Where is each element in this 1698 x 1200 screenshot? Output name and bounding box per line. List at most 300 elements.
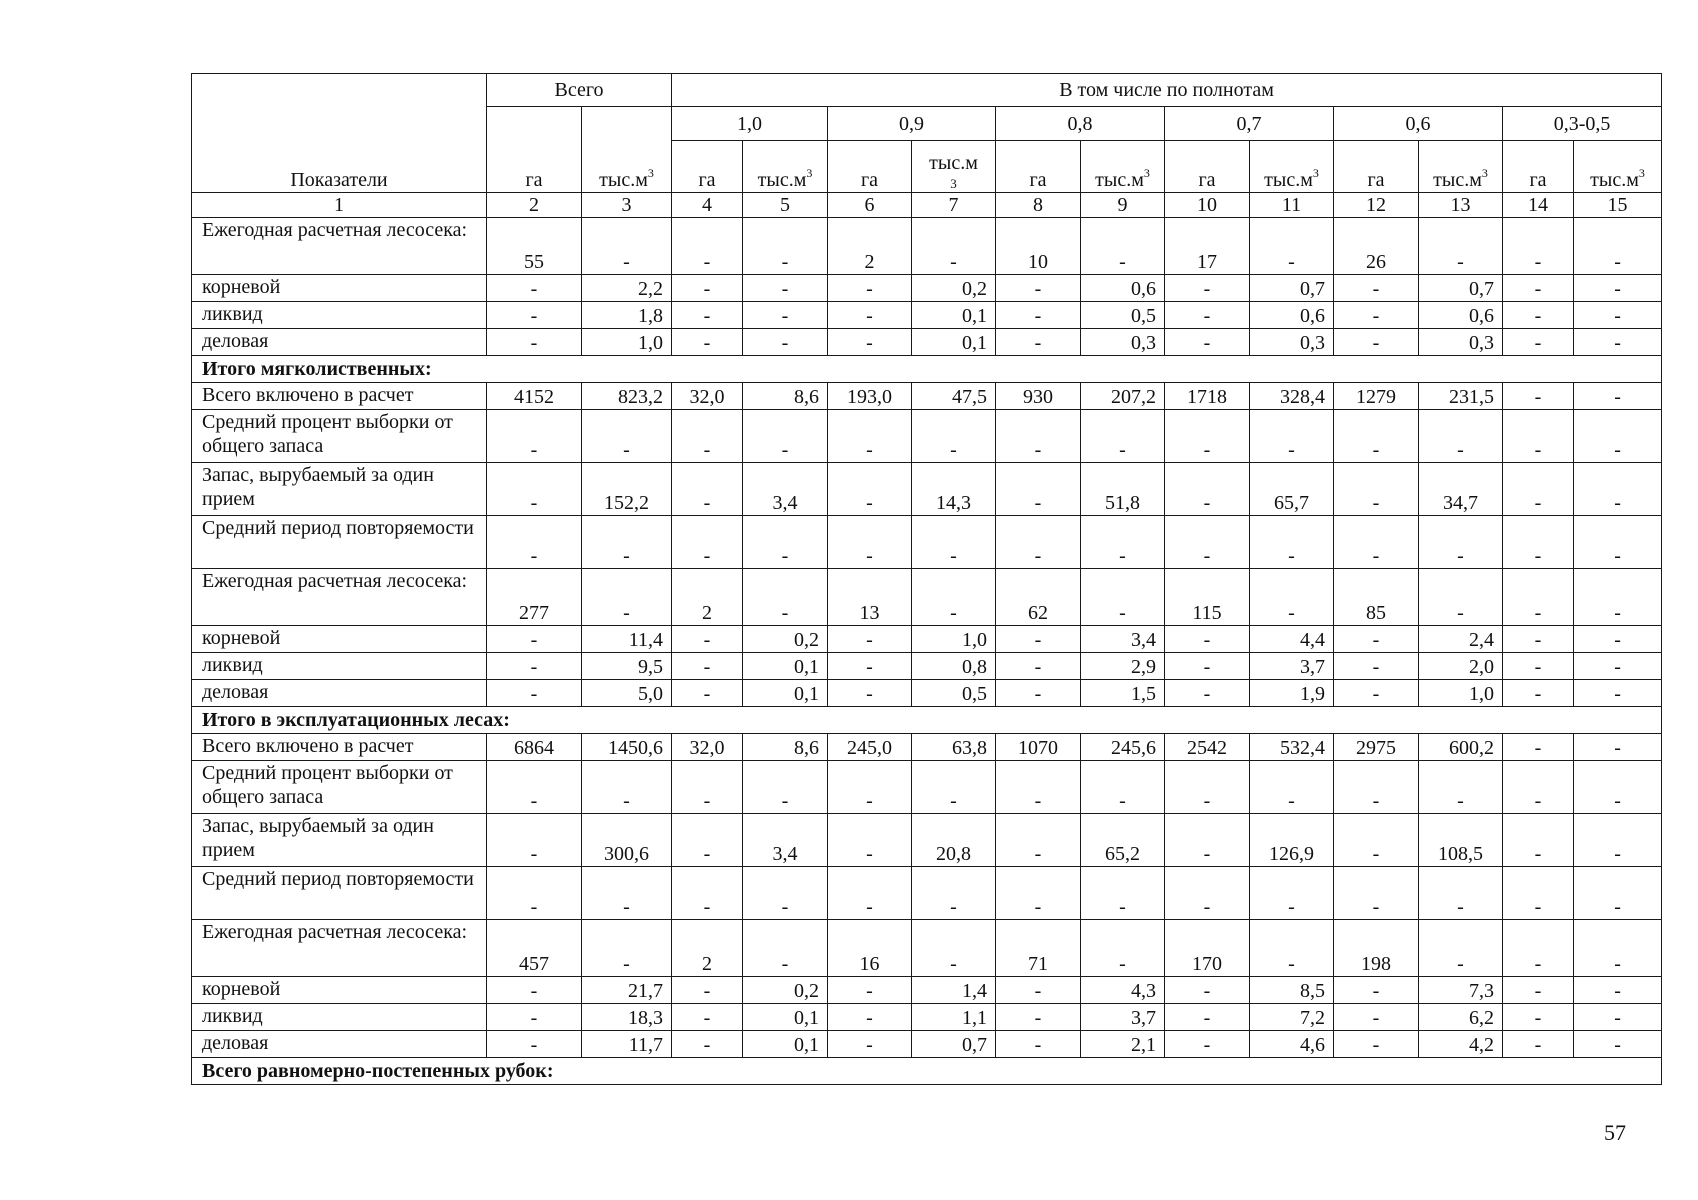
table-cell: 2,4 <box>1419 626 1503 653</box>
table-cell: - <box>1334 463 1419 516</box>
table-cell: 0,1 <box>743 1031 828 1058</box>
table-cell: 1070 <box>996 734 1081 761</box>
table-cell: 2,0 <box>1419 653 1503 680</box>
table-cell: 17 <box>1165 218 1250 275</box>
column-number: 6 <box>828 193 912 218</box>
table-cell: - <box>487 653 582 680</box>
row-label: корневой <box>192 626 487 653</box>
table-cell: - <box>672 218 743 275</box>
table-cell: - <box>1165 626 1250 653</box>
table-cell: 11,4 <box>582 626 672 653</box>
table-cell: - <box>582 761 672 814</box>
table-cell: - <box>1081 761 1165 814</box>
section-title: Итого в эксплуатационных лесах: <box>192 707 1662 734</box>
table-cell: 245,6 <box>1081 734 1165 761</box>
table-cell: - <box>996 275 1081 302</box>
table-cell: - <box>1574 680 1662 707</box>
table-cell: 0,5 <box>912 680 996 707</box>
table-cell: 930 <box>996 383 1081 410</box>
column-number: 13 <box>1419 193 1503 218</box>
header-density-0-9: 0,9 <box>828 107 996 141</box>
table-cell: - <box>1503 302 1574 329</box>
table-cell: - <box>1574 383 1662 410</box>
table-cell: - <box>743 410 828 463</box>
table-cell: - <box>1081 569 1165 626</box>
table-cell: - <box>743 867 828 920</box>
table-cell: - <box>1503 569 1574 626</box>
table-cell: 0,8 <box>912 653 996 680</box>
column-number: 2 <box>487 193 582 218</box>
table-cell: - <box>828 680 912 707</box>
column-number: 1 <box>192 193 487 218</box>
table-row <box>192 734 1662 761</box>
row-label: деловая <box>192 680 487 707</box>
row-label: Всего включено в расчет <box>192 383 487 410</box>
table-cell: - <box>1503 761 1574 814</box>
table-cell: - <box>487 977 582 1004</box>
table-cell: 14,3 <box>912 463 996 516</box>
table-cell: 0,3 <box>1081 329 1165 356</box>
table-row <box>192 653 1662 680</box>
table-cell: 47,5 <box>912 383 996 410</box>
table-cell: - <box>1503 734 1574 761</box>
table-cell: - <box>1574 302 1662 329</box>
table-cell: 0,1 <box>912 329 996 356</box>
table-cell: 823,2 <box>582 383 672 410</box>
table-cell: - <box>1165 516 1250 569</box>
table-cell: 0,1 <box>743 1004 828 1031</box>
table-cell: - <box>487 275 582 302</box>
section-title: Всего равномерно-постепенных рубок: <box>192 1058 1662 1085</box>
table-cell: - <box>1334 329 1419 356</box>
row-label: Запас, вырубаемый за один прием <box>192 814 487 867</box>
table-cell: - <box>1165 814 1250 867</box>
row-label: ликвид <box>192 302 487 329</box>
table-cell: - <box>743 218 828 275</box>
table-row <box>192 329 1662 356</box>
table-cell: - <box>1250 761 1334 814</box>
table-cell: - <box>1574 218 1662 275</box>
table-cell: - <box>1419 516 1503 569</box>
table-cell: 1,0 <box>1419 680 1503 707</box>
table-cell: - <box>1334 761 1419 814</box>
table-cell: - <box>828 275 912 302</box>
header-density-0-6: 0,6 <box>1334 107 1503 141</box>
column-number: 14 <box>1503 193 1574 218</box>
column-number: 4 <box>672 193 743 218</box>
table-cell: - <box>996 463 1081 516</box>
table-row <box>192 410 1662 463</box>
table-cell: 4,3 <box>1081 977 1165 1004</box>
table-cell: 20,8 <box>912 814 996 867</box>
forest-cutting-table <box>191 73 1662 1085</box>
table-cell: - <box>487 302 582 329</box>
table-cell: - <box>1574 329 1662 356</box>
table-cell: 0,1 <box>743 653 828 680</box>
table-cell: 115 <box>1165 569 1250 626</box>
table-cell: - <box>996 680 1081 707</box>
table-cell: - <box>912 761 996 814</box>
table-cell: 1,8 <box>582 302 672 329</box>
table-cell: - <box>1574 626 1662 653</box>
table-cell: - <box>1574 1004 1662 1031</box>
table-cell: 6,2 <box>1419 1004 1503 1031</box>
table-cell: 198 <box>1334 920 1419 977</box>
table-cell: - <box>828 814 912 867</box>
table-cell: - <box>1081 516 1165 569</box>
table-cell: - <box>1503 218 1574 275</box>
table-cell: - <box>828 302 912 329</box>
table-cell: - <box>1081 867 1165 920</box>
table-cell: - <box>1574 867 1662 920</box>
table-cell: - <box>582 920 672 977</box>
table-cell: 0,2 <box>743 626 828 653</box>
table-cell: - <box>1574 410 1662 463</box>
table-cell: 8,6 <box>743 383 828 410</box>
table-cell: 0,3 <box>1250 329 1334 356</box>
table-cell: - <box>1574 761 1662 814</box>
header-volume: $тыс.м^3$ <box>1574 141 1662 193</box>
table-cell: 5,0 <box>582 680 672 707</box>
table-cell: - <box>487 761 582 814</box>
table-cell: - <box>672 302 743 329</box>
table-cell: 0,2 <box>743 977 828 1004</box>
header-density-0-8: 0,8 <box>996 107 1165 141</box>
table-cell: - <box>487 1004 582 1031</box>
table-cell: - <box>1503 1004 1574 1031</box>
table-cell: 85 <box>1334 569 1419 626</box>
column-number: 12 <box>1334 193 1419 218</box>
table-row <box>192 516 1662 569</box>
table-cell: 2542 <box>1165 734 1250 761</box>
header-indicators: Показатели <box>192 74 487 193</box>
table-cell: - <box>1503 626 1574 653</box>
table-cell: - <box>487 516 582 569</box>
table-cell: - <box>828 516 912 569</box>
table-cell: 1279 <box>1334 383 1419 410</box>
table-cell: - <box>1334 653 1419 680</box>
header-total-ha: га <box>487 107 582 193</box>
table-cell: - <box>1503 653 1574 680</box>
header-volume: $тыс.м^3$ <box>1250 141 1334 193</box>
table-cell: - <box>996 329 1081 356</box>
table-cell: - <box>996 410 1081 463</box>
table-cell: 4,6 <box>1250 1031 1334 1058</box>
table-cell: 3,4 <box>743 814 828 867</box>
row-label: Ежегодная расчетная лесосека: <box>192 218 487 275</box>
table-cell: - <box>582 218 672 275</box>
table-cell: - <box>487 1031 582 1058</box>
column-number: 8 <box>996 193 1081 218</box>
table-cell: - <box>1334 977 1419 1004</box>
table-cell: 26 <box>1334 218 1419 275</box>
table-row <box>192 977 1662 1004</box>
table-cell: - <box>487 626 582 653</box>
table-cell: 7,3 <box>1419 977 1503 1004</box>
table-cell: 63,8 <box>912 734 996 761</box>
table-cell: - <box>1165 761 1250 814</box>
table-row <box>192 383 1662 410</box>
table-cell: 2975 <box>1334 734 1419 761</box>
table-cell: 65,2 <box>1081 814 1165 867</box>
table-cell: - <box>1574 569 1662 626</box>
column-number: 10 <box>1165 193 1250 218</box>
table-cell: - <box>1334 680 1419 707</box>
header-ha: га <box>672 141 743 193</box>
table-cell: 0,3 <box>1419 329 1503 356</box>
table-cell: 11,7 <box>582 1031 672 1058</box>
table-row <box>192 302 1662 329</box>
table-cell: - <box>1419 867 1503 920</box>
table-cell: 34,7 <box>1419 463 1503 516</box>
header-including-by-density: В том числе по полнотам <box>672 74 1662 107</box>
table-cell: - <box>1334 275 1419 302</box>
table-cell: - <box>743 569 828 626</box>
table-cell: - <box>996 814 1081 867</box>
table-cell: - <box>1165 275 1250 302</box>
table-cell: 51,8 <box>1081 463 1165 516</box>
table-cell: 231,5 <box>1419 383 1503 410</box>
table-cell: - <box>996 1031 1081 1058</box>
table-cell: - <box>743 329 828 356</box>
table-cell: - <box>1334 1031 1419 1058</box>
table-cell: - <box>1165 329 1250 356</box>
table-cell: 32,0 <box>672 734 743 761</box>
table-row <box>192 275 1662 302</box>
table-cell: 193,0 <box>828 383 912 410</box>
table-cell: - <box>1503 977 1574 1004</box>
table-cell: 65,7 <box>1250 463 1334 516</box>
row-label: ликвид <box>192 1004 487 1031</box>
table-cell: 4,2 <box>1419 1031 1503 1058</box>
table-row <box>192 569 1662 626</box>
table-cell: - <box>912 920 996 977</box>
table-cell: 2,1 <box>1081 1031 1165 1058</box>
table-cell: - <box>1334 302 1419 329</box>
header-ha: га <box>1503 141 1574 193</box>
table-cell: - <box>1419 569 1503 626</box>
table-cell: 1,5 <box>1081 680 1165 707</box>
table-cell: - <box>1334 516 1419 569</box>
table-cell: 1450,6 <box>582 734 672 761</box>
table-cell: 21,7 <box>582 977 672 1004</box>
header-total-volume: $тыс.м^3$ <box>582 107 672 193</box>
table-cell: - <box>672 626 743 653</box>
table-cell: - <box>828 761 912 814</box>
table-cell: - <box>1250 920 1334 977</box>
column-number: 3 <box>582 193 672 218</box>
table-cell: - <box>1081 410 1165 463</box>
row-label: Средний процент выборки от общего запаса <box>192 410 487 463</box>
column-number: 7 <box>912 193 996 218</box>
table-cell: - <box>672 867 743 920</box>
table-cell: - <box>1574 516 1662 569</box>
table-cell: - <box>1419 920 1503 977</box>
table-cell: 8,6 <box>743 734 828 761</box>
table-cell: - <box>487 867 582 920</box>
header-volume: $тыс.м^3$ <box>1419 141 1503 193</box>
table-cell: - <box>1503 516 1574 569</box>
table-cell: - <box>487 329 582 356</box>
table-cell: - <box>582 410 672 463</box>
table-cell: - <box>1165 1004 1250 1031</box>
table-cell: 0,1 <box>912 302 996 329</box>
table-body <box>192 74 1662 1085</box>
table-cell: - <box>1250 410 1334 463</box>
table-cell: - <box>1503 275 1574 302</box>
table-row <box>192 1031 1662 1058</box>
table-cell: 3,7 <box>1081 1004 1165 1031</box>
column-number: 5 <box>743 193 828 218</box>
table-cell: - <box>487 463 582 516</box>
table-cell: - <box>1165 1031 1250 1058</box>
header-ha: га <box>828 141 912 193</box>
table-cell: - <box>743 761 828 814</box>
table-cell: 0,5 <box>1081 302 1165 329</box>
table-cell: - <box>582 569 672 626</box>
table-cell: - <box>1334 1004 1419 1031</box>
table-cell: - <box>487 410 582 463</box>
table-cell: 0,7 <box>1250 275 1334 302</box>
table-cell: 7,2 <box>1250 1004 1334 1031</box>
table-cell: 2,2 <box>582 275 672 302</box>
table-cell: - <box>828 329 912 356</box>
table-row <box>192 867 1662 920</box>
table-cell: 9,5 <box>582 653 672 680</box>
table-cell: 3,7 <box>1250 653 1334 680</box>
table-cell: - <box>1574 920 1662 977</box>
row-label: корневой <box>192 275 487 302</box>
table-cell: 71 <box>996 920 1081 977</box>
table-cell: - <box>1419 410 1503 463</box>
table-cell: - <box>1165 653 1250 680</box>
header-density-0-7: 0,7 <box>1165 107 1334 141</box>
table-cell: - <box>1419 218 1503 275</box>
table-cell: - <box>828 463 912 516</box>
header-ha: га <box>1334 141 1419 193</box>
table-cell: - <box>1250 218 1334 275</box>
table-cell: - <box>996 1004 1081 1031</box>
table-cell: - <box>996 626 1081 653</box>
table-cell: - <box>1574 734 1662 761</box>
table-cell: - <box>1250 867 1334 920</box>
table-cell: - <box>1574 1031 1662 1058</box>
table-cell: - <box>1334 867 1419 920</box>
table-cell: - <box>672 516 743 569</box>
table-row <box>192 626 1662 653</box>
header-density-1-0: 1,0 <box>672 107 828 141</box>
table-row <box>192 814 1662 867</box>
table-cell: 300,6 <box>582 814 672 867</box>
table-cell: 2 <box>672 920 743 977</box>
table-cell: - <box>1165 680 1250 707</box>
table-cell: - <box>672 1004 743 1031</box>
table-cell: - <box>672 653 743 680</box>
table-cell: - <box>996 653 1081 680</box>
table-cell: 457 <box>487 920 582 977</box>
section-row <box>192 707 1662 734</box>
row-label: деловая <box>192 1031 487 1058</box>
table-cell: - <box>1165 410 1250 463</box>
table-cell: 1,4 <box>912 977 996 1004</box>
table-cell: 3,4 <box>1081 626 1165 653</box>
table-row <box>192 1004 1662 1031</box>
table-cell: - <box>912 867 996 920</box>
table-cell: - <box>912 410 996 463</box>
table-cell: - <box>1503 410 1574 463</box>
table-row <box>192 218 1662 275</box>
table-cell: 32,0 <box>672 383 743 410</box>
header-total: Всего <box>487 74 672 107</box>
table-cell: 16 <box>828 920 912 977</box>
table-cell: 4,4 <box>1250 626 1334 653</box>
table-cell: - <box>828 410 912 463</box>
row-label: Запас, вырубаемый за один прием <box>192 463 487 516</box>
table-cell: - <box>1503 814 1574 867</box>
column-number: 11 <box>1250 193 1334 218</box>
section-title: Итого мягколиственных: <box>192 356 1662 383</box>
table-cell: - <box>1165 302 1250 329</box>
section-row <box>192 1058 1662 1085</box>
table-cell: 1718 <box>1165 383 1250 410</box>
table-cell: - <box>1503 867 1574 920</box>
table-cell: - <box>1574 814 1662 867</box>
header-ha: га <box>1165 141 1250 193</box>
table-cell: - <box>996 761 1081 814</box>
table-cell: - <box>828 653 912 680</box>
table-cell: - <box>1503 680 1574 707</box>
table-cell: - <box>743 302 828 329</box>
table-cell: - <box>1574 977 1662 1004</box>
header-row-1 <box>192 74 1662 107</box>
table-cell: - <box>912 516 996 569</box>
table-cell: - <box>1081 920 1165 977</box>
table-cell: 277 <box>487 569 582 626</box>
table-cell: - <box>996 302 1081 329</box>
table-cell: 170 <box>1165 920 1250 977</box>
table-cell: 245,0 <box>828 734 912 761</box>
table-cell: 532,4 <box>1250 734 1334 761</box>
table-cell: - <box>582 516 672 569</box>
table-cell: 1,0 <box>582 329 672 356</box>
table-cell: - <box>1081 218 1165 275</box>
header-ha: га <box>996 141 1081 193</box>
table-cell: - <box>1574 463 1662 516</box>
table-cell: - <box>1334 410 1419 463</box>
table-row <box>192 463 1662 516</box>
table-cell: - <box>1574 653 1662 680</box>
header-density-0-3-0-5: 0,3-0,5 <box>1503 107 1662 141</box>
table-cell: - <box>996 977 1081 1004</box>
table-cell: 0,6 <box>1081 275 1165 302</box>
table-cell: - <box>487 680 582 707</box>
table-cell: 13 <box>828 569 912 626</box>
table-cell: - <box>743 275 828 302</box>
table-row <box>192 680 1662 707</box>
table-cell: 207,2 <box>1081 383 1165 410</box>
table-cell: 3,4 <box>743 463 828 516</box>
table-cell: - <box>828 977 912 1004</box>
table-cell: 55 <box>487 218 582 275</box>
table-cell: 18,3 <box>582 1004 672 1031</box>
table-cell: 0,7 <box>1419 275 1503 302</box>
table-cell: 6864 <box>487 734 582 761</box>
row-label: Средний процент выборки от общего запаса <box>192 761 487 814</box>
page-number: 57 <box>1604 1120 1626 1145</box>
table-cell: 600,2 <box>1419 734 1503 761</box>
table-cell: 1,9 <box>1250 680 1334 707</box>
table-cell: - <box>672 680 743 707</box>
